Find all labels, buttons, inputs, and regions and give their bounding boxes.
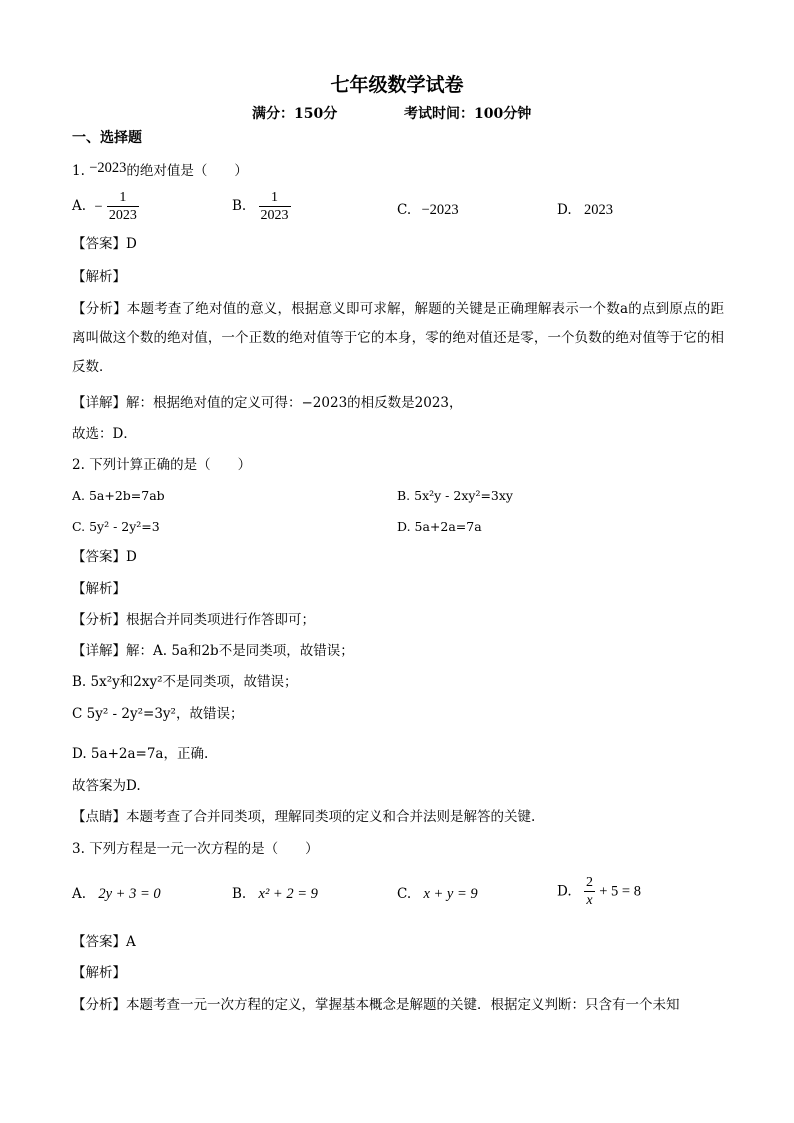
analysis-paragraph: 【分析】本题考查了绝对值的意义，根据意义即可求解，解题的关键是正确理解表示一个数a的点到原点的距离叫做这个数的绝对值，一个正数的绝对值等于它的本身，零的绝对值还是零，一个负数的绝对值等于它的相反数． [72, 301, 724, 375]
analysis-line: 【分析】本题考查一元一次方程的定义，掌握基本概念是解题的关键．根据定义判断：只含有一个未知 [72, 997, 680, 1013]
detail-line-d: D. 5a+2a=7a，正确. [72, 746, 209, 762]
question-3-stem [72, 839, 319, 859]
fraction [107, 189, 139, 224]
denominator: 2023 [108, 208, 137, 223]
answer-line: 【答案】D [72, 236, 137, 252]
option-a [72, 884, 161, 904]
remark-line: 【点睛】本题考查了合并同类项，理解同类项的定义和合并法则是解答的关键. [72, 809, 536, 825]
answer-line: 【答案】D [72, 549, 137, 565]
option-d [557, 874, 641, 909]
option-d: D. 5a+2a=7a [397, 519, 482, 534]
equation: x² + 2 = 9 [258, 886, 318, 902]
analysis-heading: 【解析】 [72, 965, 126, 981]
option-label: A. [72, 886, 87, 902]
option-label: A. [72, 198, 87, 214]
numerator: 1 [107, 189, 139, 207]
question-text: 下列计算正确的是（ ） [89, 457, 252, 473]
option-d [557, 200, 613, 220]
question-number: 1. [72, 163, 85, 179]
analysis-line: 【分析】根据合并同类项进行作答即可； [72, 612, 315, 628]
math-expression: −2023 [89, 160, 127, 176]
answer-line: 【答案】A [72, 934, 136, 950]
denominator: 2023 [260, 208, 289, 223]
option-c: C. 5y² - 2y²=3 [72, 519, 160, 534]
option-b [232, 884, 318, 904]
option-label: C. [397, 202, 412, 218]
question-1-stem [72, 161, 248, 181]
option-a: A. 5a+2b=7ab [72, 488, 165, 503]
analysis-heading: 【解析】 [72, 269, 126, 285]
section-heading: 一、选择题 [72, 130, 142, 146]
detail-line: 【详解】解：A. 5a和2b不是同类项，故错误； [72, 643, 354, 659]
detail-line: 【详解】解：根据绝对值的定义可得：−2023的相反数是2023， [72, 395, 463, 411]
equation: 2y + 3 = 0 [98, 886, 161, 902]
full-marks: 满分：150分 [252, 106, 338, 122]
equation: x + y = 9 [423, 886, 478, 902]
minus-sign: − [94, 198, 103, 215]
option-c [397, 200, 459, 220]
numerator: 1 [259, 189, 291, 207]
fraction [584, 874, 595, 909]
detail-line-c: C 5y² - 2y²=3y²，故错误； [72, 706, 244, 722]
analysis-heading: 【解析】 [72, 581, 126, 597]
question-number: 3. [72, 841, 85, 857]
question-text: 的绝对值是（ ） [126, 163, 248, 179]
option-value: −2023 [421, 202, 459, 218]
question-2-stem [72, 455, 251, 475]
numerator: 2 [585, 875, 593, 890]
option-a [72, 189, 139, 224]
option-b: B. 5x²y - 2xy²=3xy [397, 488, 513, 503]
exam-time: 考试时间：100分钟 [404, 106, 532, 122]
option-b [232, 189, 291, 224]
option-label: B. [232, 886, 247, 902]
page-title: 七年级数学试卷 [330, 74, 464, 96]
question-number: 2. [72, 457, 85, 473]
choose-line: 故选：D． [72, 426, 137, 442]
equation-rest: + 5 = 8 [599, 883, 641, 900]
fraction [259, 189, 291, 224]
question-text: 下列方程是一元一次方程的是（ ） [89, 841, 319, 857]
option-label: B. [232, 198, 247, 214]
detail-line-b: B. 5x²y和2xy²不是同类项，故错误； [72, 674, 298, 690]
conclusion-line: 故答案为D. [72, 778, 141, 794]
option-c [397, 884, 478, 904]
option-value: 2023 [583, 202, 613, 218]
option-label: D. [557, 202, 572, 218]
option-label: C. [397, 886, 412, 902]
option-label: D. [557, 883, 572, 900]
denominator: x [586, 893, 593, 908]
